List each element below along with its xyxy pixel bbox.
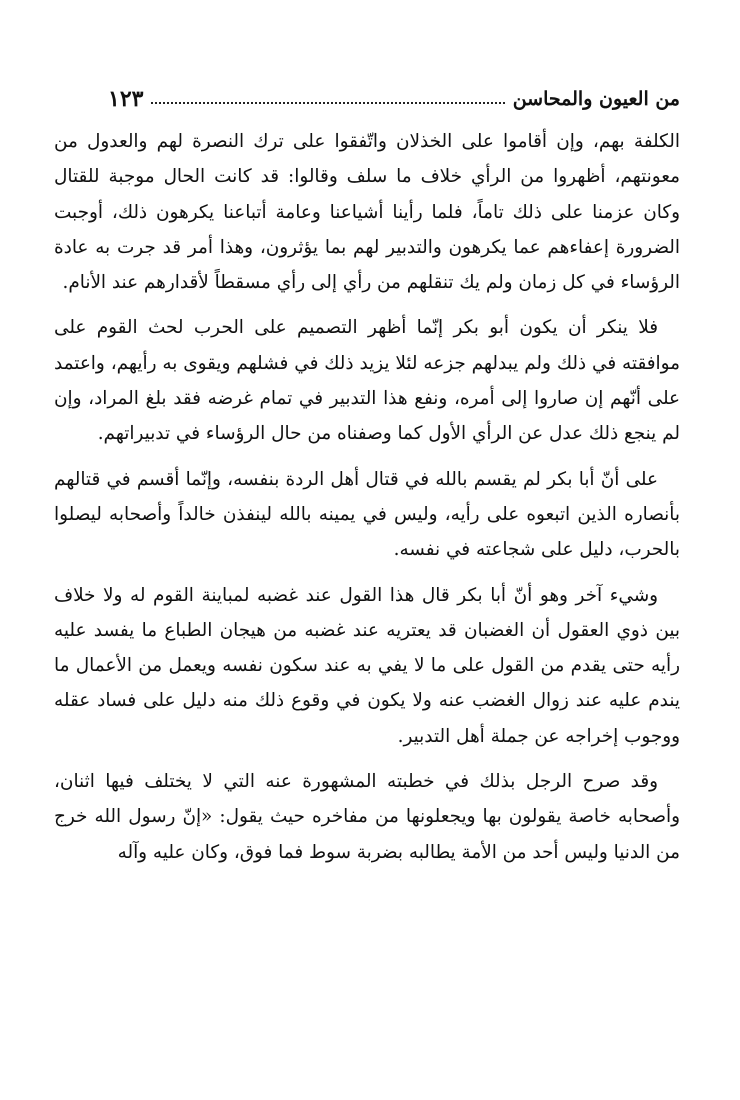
page-number: ١٢٣ — [108, 86, 144, 112]
paragraph-2: فلا ينكر أن يكون أبو بكر إنّما أظهر التصميم على الحرب لحث القوم على موافقته في ذلك ولم يبدلهم جزعه لئلا يزيد ذلك في فشلهم ويقوى به رأيهم، واعتمد على أنّهم إن صاروا إلى أمره، ونفع هذا التدبير في تمام غرضه فقد بلغ المراد، وإن لم ينجع ذلك عدل عن الرأي الأول كما وصفناه من حال الرؤساء في تدبيراتهم. — [54, 317, 680, 445]
running-header — [108, 74, 680, 114]
body-text — [54, 124, 680, 880]
paragraph-5: وقد صرح الرجل بذلك في خطبته المشهورة عنه التي لا يختلف فيها اثنان، وأصحابه خاصة يقولون بها ويجعلونها من مفاخره حيث يقول: «إنّ رسول الله خرج من الدنيا وليس أحد من الأمة يطالبه بضربة سوط فما فوق، وكان عليه وآله — [54, 771, 680, 863]
header-dotted-leader — [151, 102, 504, 104]
header-title: من العيون والمحاسن — [512, 88, 680, 110]
paragraph-4: وشيء آخر وهو أنّ أبا بكر قال هذا القول عند غضبه لمباينة القوم له ولا خلاف بين ذوي العقول أن الغضبان قد يعتريه عند غضبه من هيجان الطباع ما يفسد عليه رأيه حتى يقدم من القول على ما لا يفي به عند سكون نفسه ويعمل من الأعمال ما يندم عليه عند زوال الغضب عنه ولا يكون في وقوع ذلك منه دليل على فساد عقله ووجوب إخراجه عن جملة أهل التدبير. — [54, 584, 680, 747]
paragraph-1: الكلفة بهم، وإن أقاموا على الخذلان واتّفقوا على ترك النصرة لهم والعدول من معونتهم، أظهروا من الرأي خلاف ما سلف وقالوا: قد كانت الحال موجبة للقتال وكان عزمنا على ذلك تاماً، فلما رأينا أشياعنا وعامة أتباعنا يكرهون ذلك، أوجبت الضرورة إعفاءهم عما يكرهون والتدبير لهم بما يؤثرون، وهذا أمر قد جرت به عادة الرؤساء في كل زمان ولم يك تنقلهم من رأي إلى رأي مسقطاً لأقدارهم عند الأنام. — [54, 131, 680, 294]
paragraph-3: على أنّ أبا بكر لم يقسم بالله في قتال أهل الردة بنفسه، وإنّما أقسم في قتالهم بأنصاره الذين اتبعوه على رأيه، وليس في يمينه بالله لينفذن خالداً وأصحابه ليصلوا بالحرب، دليل على شجاعته في نفسه. — [54, 468, 680, 561]
